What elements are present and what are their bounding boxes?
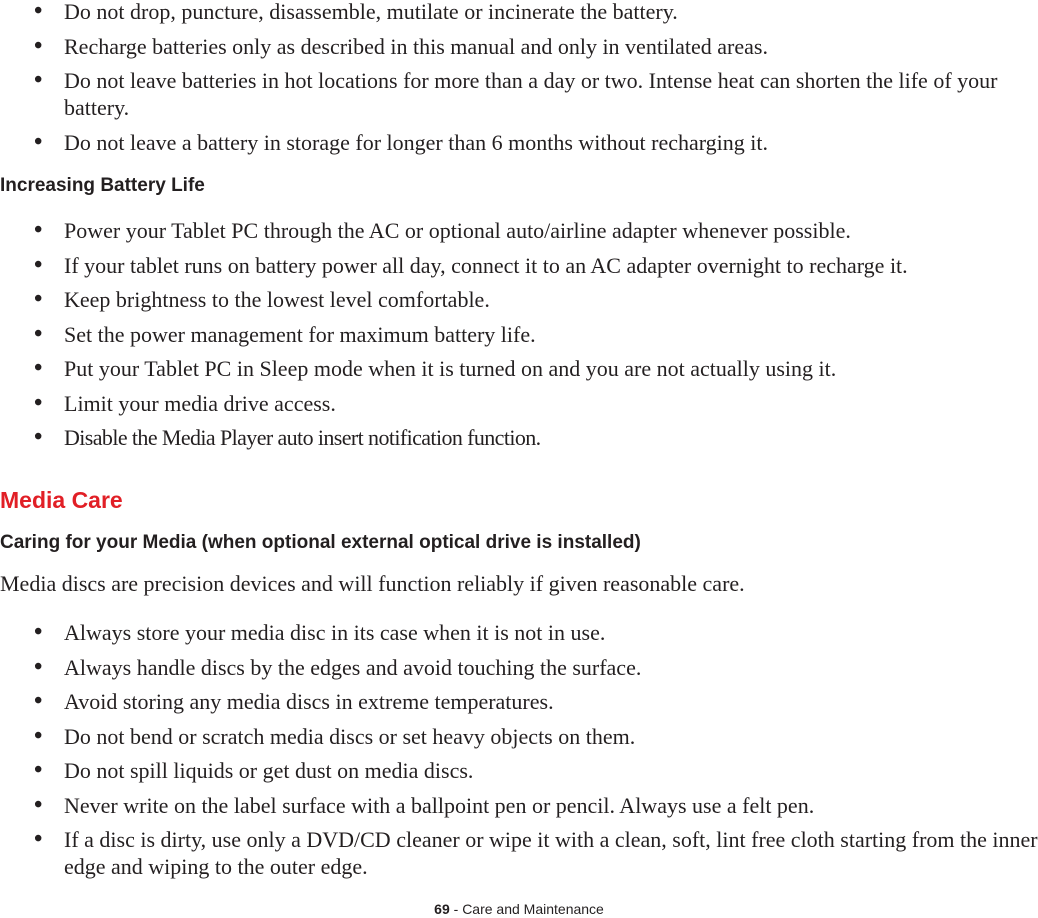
media-intro-paragraph: Media discs are precision devices and will function reliably if given reasonable care.: [0, 571, 745, 596]
page-footer: [0, 900, 1038, 918]
list-item: • Do not bend or scratch media discs or set heavy objects on them.: [0, 723, 1038, 750]
footer-separator: -: [449, 901, 463, 917]
list-item: • Keep brightness to the lowest level comfortable.: [0, 286, 1038, 313]
list-item: • Power your Tablet PC through the AC or optional auto/airline adapter whenever possible.: [0, 217, 1038, 244]
list-item: • If your tablet runs on battery power all day, connect it to an AC adapter overnight to recharge it.: [0, 252, 1038, 279]
list-item: • Always store your media disc in its case when it is not in use.: [0, 619, 1038, 646]
page-number: 69: [434, 901, 450, 917]
section-title-media-care: Media Care: [0, 487, 123, 513]
list-item: • Never write on the label surface with a ballpoint pen or pencil. Always use a felt pen.: [0, 792, 1038, 819]
list-item: • Do not spill liquids or get dust on media discs.: [0, 757, 1038, 784]
list-item: • Put your Tablet PC in Sleep mode when it is turned on and you are not actually using it.: [0, 355, 1038, 382]
list-item: • Always handle discs by the edges and avoid touching the surface.: [0, 654, 1038, 681]
footer-section-name: Care and Maintenance: [462, 901, 604, 917]
media-care-list: [0, 619, 1038, 888]
list-item: • Limit your media drive access.: [0, 390, 1038, 417]
section-heading-caring-for-media: Caring for your Media (when optional external optical drive is installed): [0, 532, 641, 553]
list-item: • Disable the Media Player auto insert notification function.: [0, 424, 1038, 451]
list-item: • Do not leave a battery in storage for longer than 6 months without recharging it.: [0, 129, 1038, 156]
list-item: • Avoid storing any media discs in extreme temperatures.: [0, 688, 1038, 715]
list-item: • If a disc is dirty, use only a DVD/CD cleaner or wipe it with a clean, soft, lint free cloth starting from the inner edge and wiping to the outer edge.: [0, 826, 1038, 880]
list-item: • Recharge batteries only as described in this manual and only in ventilated areas.: [0, 33, 1038, 60]
list-item: • Do not leave batteries in hot locations for more than a day or two. Intense heat can shorten the life of your battery.: [0, 67, 1038, 121]
list-item: • Do not drop, puncture, disassemble, mutilate or incinerate the battery.: [0, 0, 1038, 25]
battery-precautions-list: [0, 0, 1038, 163]
list-item: • Set the power management for maximum battery life.: [0, 321, 1038, 348]
section-heading-increasing-battery-life: Increasing Battery Life: [0, 175, 205, 196]
battery-life-tips-list: [0, 217, 1038, 459]
